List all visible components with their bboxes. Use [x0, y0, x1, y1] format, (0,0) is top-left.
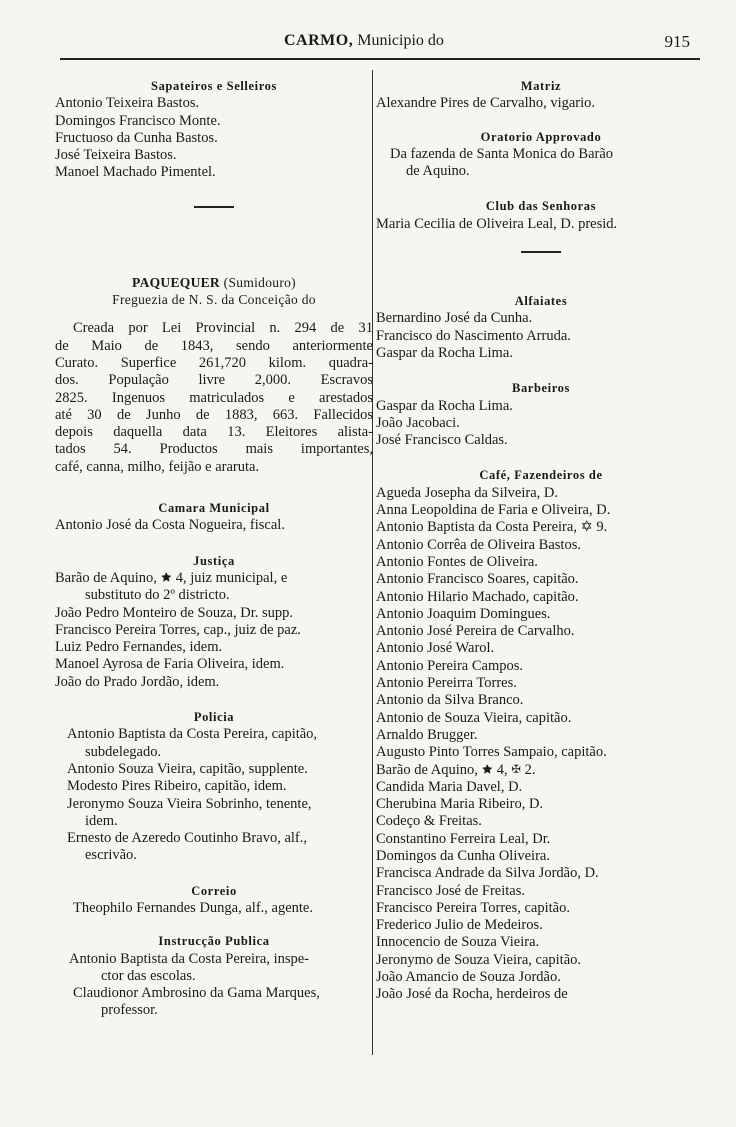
list-item: Alexandre Pires de Carvalho, vigario. [376, 95, 596, 112]
paragraph-line: Curato. Superfice 261,720 kilom. quadra- [55, 354, 373, 371]
list-item: Theophilo Fernandes Dunga, alf., agente. [73, 899, 313, 916]
list-item: Domingos da Cunha Oliveira. [376, 847, 550, 864]
list-item: professor. [101, 1002, 158, 1019]
list-item: João Jacobaci. [376, 414, 460, 431]
section-heading-oratorio: Oratorio Approvado [480, 129, 602, 144]
section-heading-club: Club das Senhoras [485, 199, 597, 214]
running-title: CARMO, Municipio do [284, 32, 444, 49]
page-number: 915 [664, 32, 690, 51]
section-heading-camara: Camara Municipal [158, 501, 270, 516]
paragraph-line: de Maio de 1843, sendo anteriormente [55, 337, 373, 354]
paragraph-line: dos. População livre 2,000. Escravos [55, 372, 373, 389]
list-item: Jeronymo de Souza Vieira, capitão. [376, 951, 582, 968]
list-item: Francisco José de Freitas. [376, 882, 525, 899]
cafe-list [376, 485, 706, 1004]
list-item: Antonio Baptista da Costa Pereira, inspe- [69, 950, 310, 967]
list-item: Constantino Ferreira Leal, Dr. [376, 830, 551, 847]
list-item: ctor das escolas. [101, 967, 196, 984]
section-heading-sapateiros: Sapateiros e Selleiros [151, 79, 277, 93]
list-item: Antonio da Silva Branco. [376, 692, 524, 709]
list-item: subdelegado. [85, 743, 162, 760]
list-item: Arnaldo Brugger. [376, 726, 478, 743]
section-heading-matriz: Matriz [520, 79, 562, 93]
list-item: Claudionor Ambrosino da Gama Marques, [73, 985, 320, 1002]
list-item: Codeço & Freitas. [376, 813, 482, 830]
list-item: Domingos Francisco Monte. [55, 112, 221, 129]
list-item: Gaspar da Rocha Lima. [376, 344, 513, 361]
left-column [55, 78, 373, 1020]
list-item: João Pedro Monteiro de Souza, Dr. supp. [55, 604, 294, 621]
list-item: Ernesto de Azeredo Coutinho Bravo, alf., [67, 830, 307, 847]
list-item: Augusto Pinto Torres Sampaio, capitão. [376, 744, 607, 761]
paragraph-line: café, canna, milho, feijão e araruta. [55, 458, 260, 475]
list-item: Frederico Julio de Medeiros. [376, 917, 543, 934]
list-item: Antonio José Warol. [376, 640, 495, 657]
paragraph-line: 2825. Ingenuos matriculados e arestados [55, 389, 373, 406]
section-heading-barbeiros: Barbeiros [512, 381, 570, 396]
list-item: Candida Maria Davel, D. [376, 778, 523, 795]
paquequer-subtitle: Freguezia de N. S. da Conceição do [112, 292, 316, 308]
list-item: Antonio Baptista da Costa Pereira, capitão, [67, 726, 318, 743]
list-item: Manoel Ayrosa de Faria Oliveira, idem. [55, 656, 285, 673]
right-column [376, 78, 706, 1004]
list-item: Jeronymo Souza Vieira Sobrinho, tenente, [67, 795, 312, 812]
list-item: Antonio Baptista da Costa Pereira, ✡ 9. [376, 519, 608, 536]
list-item: escrivão. [85, 847, 137, 864]
list-item: Barão de Aquino, 🟊 4, juiz municipal, e [55, 569, 288, 586]
list-item: idem. [85, 812, 118, 829]
list-item: Francisco Pereira Torres, cap., juiz de paz. [55, 621, 301, 638]
list-item: Antonio Joaquim Domingues. [376, 605, 551, 622]
list-item: Luiz Pedro Fernandes, idem. [55, 639, 223, 656]
list-item: Modesto Pires Ribeiro, capitão, idem. [67, 778, 287, 795]
list-item: Fructuoso da Cunha Bastos. [55, 129, 218, 146]
list-item: Maria Cecilia de Oliveira Leal, D. presid. [376, 215, 618, 232]
section-heading-policia: Policia [193, 710, 235, 725]
section-heading-instrucao: Instrucção Publica [158, 934, 270, 949]
section-heading-cafe: Café, Fazendeiros de [479, 468, 603, 483]
list-item: Cherubina Maria Ribeiro, D. [376, 796, 544, 813]
list-item: João do Prado Jordão, idem. [55, 673, 220, 690]
list-item: Anna Leopoldina de Faria e Oliveira, D. [376, 502, 611, 519]
list-item: Antonio de Souza Vieira, capitão. [376, 709, 572, 726]
list-item: Francisco Pereira Torres, capitão. [376, 899, 570, 916]
list-item: Antonio Corrêa de Oliveira Bastos. [376, 536, 581, 553]
list-item: Antonio Fontes de Oliveira. [376, 553, 538, 570]
list-item: Antonio Hilario Machado, capitão. [376, 588, 579, 605]
list-item: José Teixeira Bastos. [55, 147, 177, 164]
list-item: Antonio Francisco Soares, capitão. [376, 571, 579, 588]
list-item: Antonio José Pereira de Carvalho. [376, 623, 575, 640]
list-item: Agueda Josepha da Silveira, D. [376, 484, 559, 501]
list-item: Francisca Andrade da Silva Jordão, D. [376, 865, 599, 882]
list-item: Francisco do Nascimento Arruda. [376, 327, 571, 344]
paragraph-line: Creada por Lei Provincial n. 294 de 31 [73, 320, 373, 337]
list-item: Antonio Pereira Campos. [376, 657, 523, 674]
paragraph-line: depois daquella data 13. Eleitores alista- [55, 424, 373, 441]
section-heading-justica: Justiça [193, 553, 235, 568]
page-header [60, 32, 700, 60]
list-item: João José da Rocha, herdeiros de [376, 986, 568, 1003]
list-item: Barão de Aquino, 🟊 4, ✠ 2. [376, 761, 536, 778]
list-item: Antonio José da Costa Nogueira, fiscal. [55, 517, 285, 534]
list-item: José Francisco Caldas. [376, 432, 508, 449]
list-item: Innocencio de Souza Vieira. [376, 934, 540, 951]
paquequer-title: PAQUEQUER (Sumidouro) [132, 274, 296, 290]
list-item: de Aquino. [406, 163, 470, 180]
paragraph-line: tados 54. Productos mais importantes, [55, 441, 373, 458]
section-heading-correio: Correio [191, 883, 237, 898]
list-item: Manoel Machado Pimentel. [55, 164, 216, 181]
list-item: Antonio Pereirra Torres. [376, 675, 517, 692]
paragraph-line: até 30 de Junho de 1883, 663. Fallecidos [55, 406, 373, 423]
list-item: Antonio Souza Vieira, capitão, supplente. [67, 760, 308, 777]
list-item: João Amancio de Souza Jordão. [376, 969, 561, 986]
list-item: Antonio Teixeira Bastos. [55, 95, 200, 112]
section-heading-alfaiates: Alfaiates [514, 294, 568, 309]
list-item: Da fazenda de Santa Monica do Barão [390, 145, 614, 162]
list-item: Bernardino José da Cunha. [376, 310, 533, 327]
list-item: substituto do 2º districto. [85, 587, 230, 604]
list-item: Gaspar da Rocha Lima. [376, 397, 513, 414]
